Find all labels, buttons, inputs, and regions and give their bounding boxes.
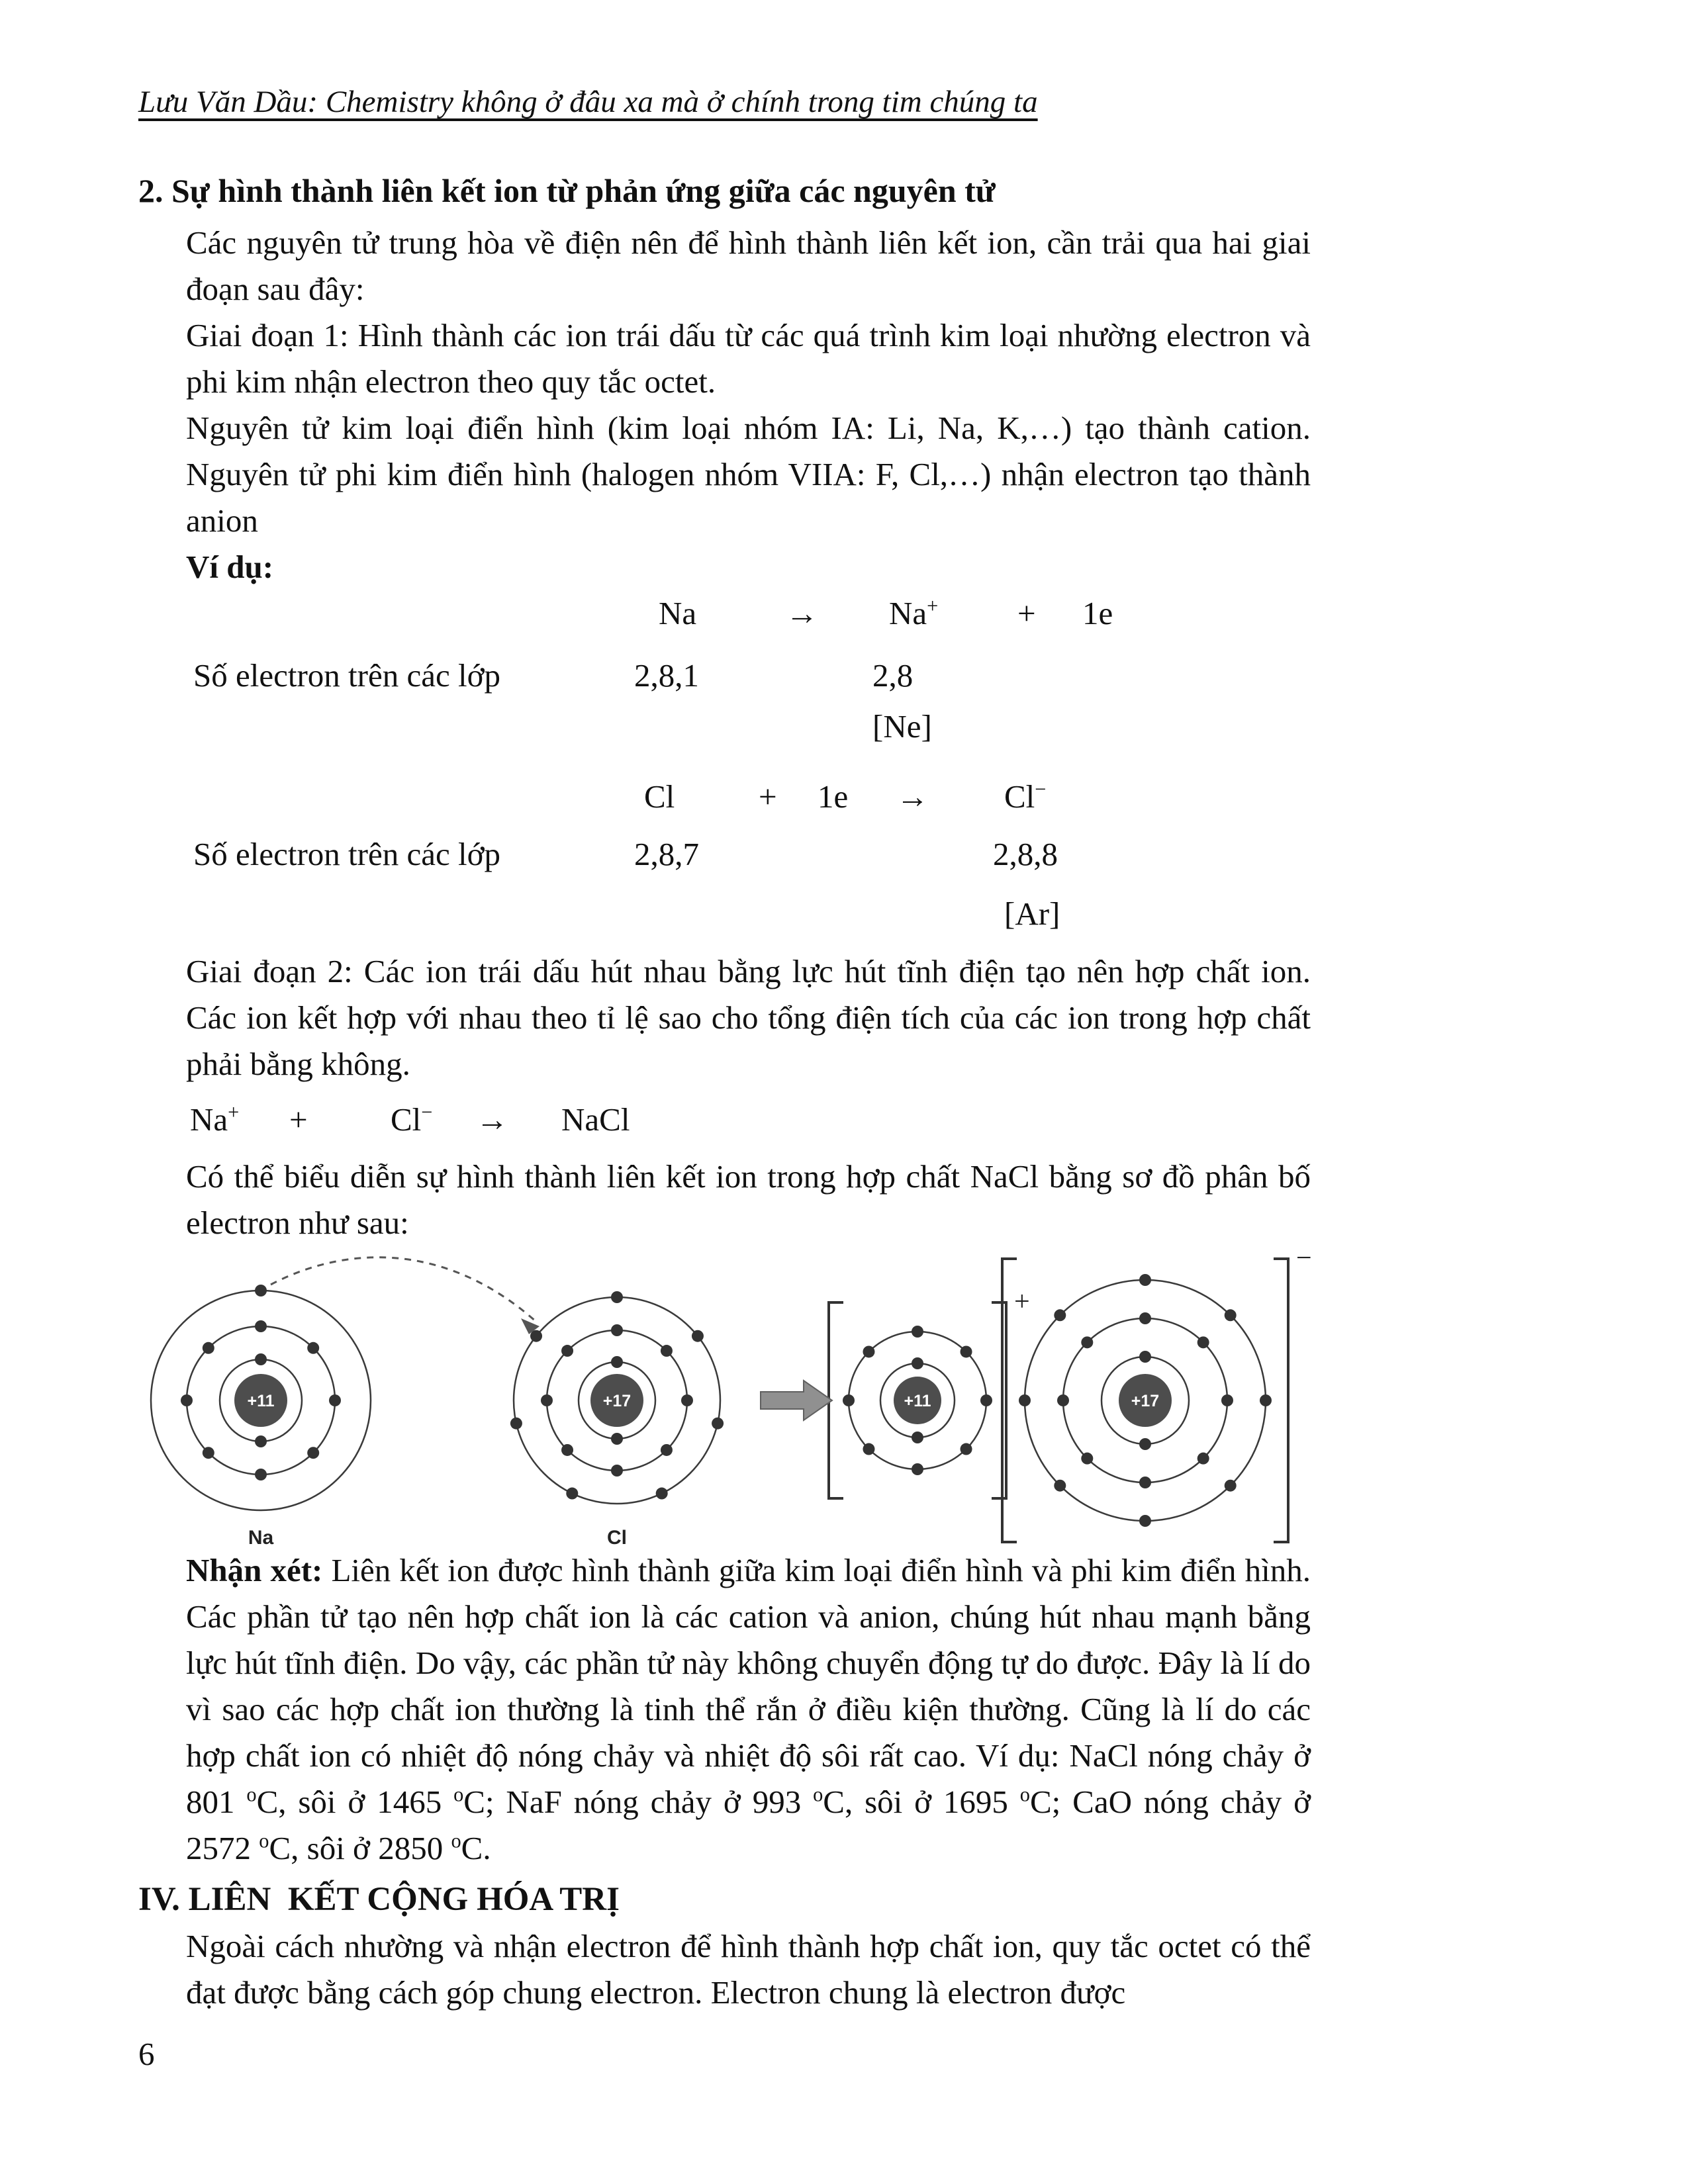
electron-dot	[255, 1353, 267, 1365]
eq-nacl-lhs1-symbol: Na	[190, 1101, 228, 1138]
electron-dot	[203, 1342, 214, 1354]
electron-dot	[1139, 1515, 1151, 1527]
para-stage2: Giai đoạn 2: Các ion trái dấu hút nhau bằng lực hút tĩnh điện tạo nên hợp chất ion. Các ion kết hợp với nhau theo tỉ lệ sao cho tổng điện tích của các ion trong hợp chất phải bằng không.	[186, 953, 1311, 1082]
eq-cl-product-charge: −	[1035, 778, 1047, 801]
electron-dot	[181, 1394, 193, 1406]
electron-dot	[656, 1488, 668, 1500]
eq-nacl-lhs2-symbol: Cl	[391, 1101, 422, 1138]
electron-diagram	[138, 1248, 1311, 1547]
electron-dot	[912, 1357, 923, 1369]
equation-na-block	[138, 590, 1311, 774]
electron-dot	[1057, 1394, 1069, 1406]
electron-dot	[255, 1320, 267, 1332]
electron-dot	[1260, 1394, 1272, 1406]
electron-dot	[1139, 1274, 1151, 1286]
section-4-heading: IV. LIÊN KẾT CỘNG HÓA TRỊ	[138, 1881, 620, 1918]
eq-nacl-lhs2	[391, 1097, 432, 1143]
eq-nacl-rhs: NaCl	[561, 1101, 630, 1138]
eq-cl-product-config: 2,8,8	[993, 836, 1058, 872]
eq-na-product-symbol: Na	[889, 595, 927, 631]
electron-dot	[843, 1394, 855, 1406]
atom-caption-na: Na	[248, 1527, 274, 1547]
nucleus-charge-label: +11	[247, 1392, 275, 1410]
electron-dot	[611, 1465, 623, 1477]
electron-dot	[329, 1394, 341, 1406]
electron-dot	[692, 1330, 704, 1342]
eq-cl-product-symbol: Cl	[1004, 778, 1035, 815]
eq-na-arrow: →	[786, 595, 818, 631]
electron-dot	[912, 1463, 923, 1475]
electron-dot	[1019, 1394, 1031, 1406]
electron-dot	[611, 1291, 623, 1303]
electron-dot	[912, 1326, 923, 1338]
electron-dot	[863, 1443, 874, 1455]
page-header: Lưu Văn Dầu: Chemistry không ở đâu xa mà ở chính trong tim chúng ta	[138, 85, 1038, 119]
para-stage1: Giai đoạn 1: Hình thành các ion trái dấu từ các quá trình kim loại nhường electron và phi kim nhận electron theo quy tắc octet.	[186, 317, 1311, 400]
electron-dot	[661, 1444, 673, 1456]
eq-nacl-plus: +	[289, 1101, 308, 1138]
electron-dot	[611, 1433, 623, 1445]
eq-nacl-arrow: →	[476, 1101, 508, 1138]
electron-dot	[712, 1418, 724, 1430]
electron-dot	[1054, 1309, 1066, 1321]
ion-bracket-right	[1274, 1259, 1288, 1542]
electron-dot	[1225, 1309, 1237, 1321]
electron-dot	[255, 1285, 267, 1297]
eq-na-row-label: Số electron trên các lớp	[193, 657, 500, 694]
electron-dot	[1081, 1336, 1093, 1348]
eq-na-product	[889, 590, 938, 637]
electron-dot	[255, 1435, 267, 1447]
ion-charge-sign: +	[1014, 1287, 1030, 1317]
eq-na-plus: +	[1017, 595, 1036, 631]
equation-cl-block	[138, 774, 1311, 942]
eq-na-reactant-config: 2,8,1	[634, 657, 699, 694]
eq-na-product-config: 2,8	[872, 657, 914, 694]
electron-dot	[566, 1488, 578, 1500]
atom-cl-ion	[1002, 1248, 1311, 1542]
para-intro: Các nguyên tử trung hòa về điện nên để hình thành liên kết ion, cần trải qua hai giai đoạn sau đây:	[186, 224, 1311, 307]
ion-charge-sign: −	[1296, 1248, 1311, 1273]
eq-cl-plus: +	[759, 778, 777, 815]
electron-dot	[510, 1418, 522, 1430]
page-number: 6	[138, 2036, 155, 2072]
eq-cl-reactant: Cl	[644, 778, 675, 815]
electron-dot	[1221, 1394, 1233, 1406]
electron-dot	[561, 1444, 573, 1456]
eq-nacl-lhs1	[190, 1097, 239, 1143]
ion-bracket-right	[992, 1302, 1006, 1498]
electron-dot	[1054, 1480, 1066, 1492]
eq-na-product-charge: +	[927, 594, 939, 617]
eq-cl-reactant-config: 2,8,7	[634, 836, 699, 872]
para-typical-atoms: Nguyên tử kim loại điển hình (kim loại nhóm IA: Li, Na, K,…) tạo thành cation. Nguyên tử phi kim điển hình (halogen nhóm VIIA: F, Cl,…) nhận electron tạo thành anion	[186, 410, 1311, 539]
electron-dot	[541, 1394, 553, 1406]
electron-dot	[1139, 1351, 1151, 1363]
electron-dot	[307, 1447, 319, 1459]
electron-shell-diagram-svg	[138, 1248, 1311, 1547]
electron-dot	[863, 1345, 874, 1357]
eq-cl-row-label: Số electron trên các lớp	[193, 836, 500, 872]
atom-caption-cl: Cl	[607, 1527, 627, 1547]
nucleus-charge-label: +17	[602, 1392, 632, 1410]
electron-transfer-arrow	[271, 1257, 537, 1322]
atom-na	[151, 1285, 371, 1547]
electron-dot	[661, 1345, 673, 1357]
electron-dot	[611, 1356, 623, 1368]
electron-dot	[1139, 1312, 1151, 1324]
eq-cl-electron: 1e	[818, 778, 849, 815]
electron-dot	[1197, 1336, 1209, 1348]
section-2-heading: 2. Sự hình thành liên kết ion từ phản ứng giữa các nguyên tử	[138, 172, 996, 209]
para-nacl-intro: Có thể biểu diễn sự hình thành liên kết ion trong hợp chất NaCl bằng sơ đồ phân bố electron như sau:	[186, 1158, 1311, 1241]
eq-nacl-lhs1-charge: +	[228, 1101, 240, 1124]
reaction-arrow	[761, 1381, 832, 1420]
electron-dot	[1139, 1438, 1151, 1450]
electron-dot	[980, 1394, 992, 1406]
atom-cl	[510, 1291, 724, 1547]
eq-na-product-core: [Ne]	[872, 708, 932, 745]
eq-cl-arrow: →	[896, 778, 929, 815]
electron-dot	[681, 1394, 693, 1406]
atom-na-ion	[829, 1287, 1030, 1498]
electron-dot	[912, 1432, 923, 1443]
eq-cl-product-core: [Ar]	[1004, 895, 1060, 932]
electron-dot	[307, 1342, 319, 1354]
nucleus-charge-label: +17	[1131, 1392, 1160, 1410]
nucleus-charge-label: +11	[904, 1392, 931, 1410]
electron-dot	[1197, 1453, 1209, 1465]
electron-dot	[961, 1443, 972, 1455]
eq-nacl-lhs2-charge: −	[421, 1101, 433, 1124]
electron-dot	[1081, 1453, 1093, 1465]
electron-dot	[255, 1469, 267, 1480]
eq-na-reactant: Na	[659, 595, 697, 631]
eq-cl-product	[1004, 774, 1046, 820]
electron-dot	[611, 1324, 623, 1336]
remark-paragraph: Nhận xét: Liên kết ion được hình thành giữa kim loại điển hình và phi kim điển hình. Các phần tử tạo nên hợp chất ion là các cation và anion, chúng hút nhau mạnh bằng lực hút tĩnh điện. Do vậy, các phần tử này không chuyển động tự do được. Đây là lí do vì sao các hợp chất ion thường là tinh thể rắn ở điều kiện thường. Cũng là lí do các hợp chất ion có nhiệt độ nóng chảy và nhiệt độ sôi rất cao. Ví dụ: NaCl nóng chảy ở 801 $^o$C, sôi ở 1465 $^o$C; NaF nóng chảy ở 993 $^o$C, sôi ở 1695 $^o$C; CaO nóng chảy ở 2572 $^o$C, sôi ở 2850 $^o$C.	[186, 1552, 1311, 1866]
electron-dot	[561, 1345, 573, 1357]
electron-dot	[203, 1447, 214, 1459]
electron-dot	[1225, 1480, 1237, 1492]
electron-dot	[1139, 1477, 1151, 1488]
example-label: Ví dụ:	[186, 549, 274, 585]
eq-na-electron: 1e	[1082, 595, 1113, 631]
electron-dot	[961, 1345, 972, 1357]
para-covalent-intro: Ngoài cách nhường và nhận electron để hình thành hợp chất ion, quy tắc octet có thể đạt được bằng cách góp chung electron. Electron chung là electron được	[186, 1928, 1311, 2011]
equation-nacl-block	[138, 1091, 1311, 1154]
